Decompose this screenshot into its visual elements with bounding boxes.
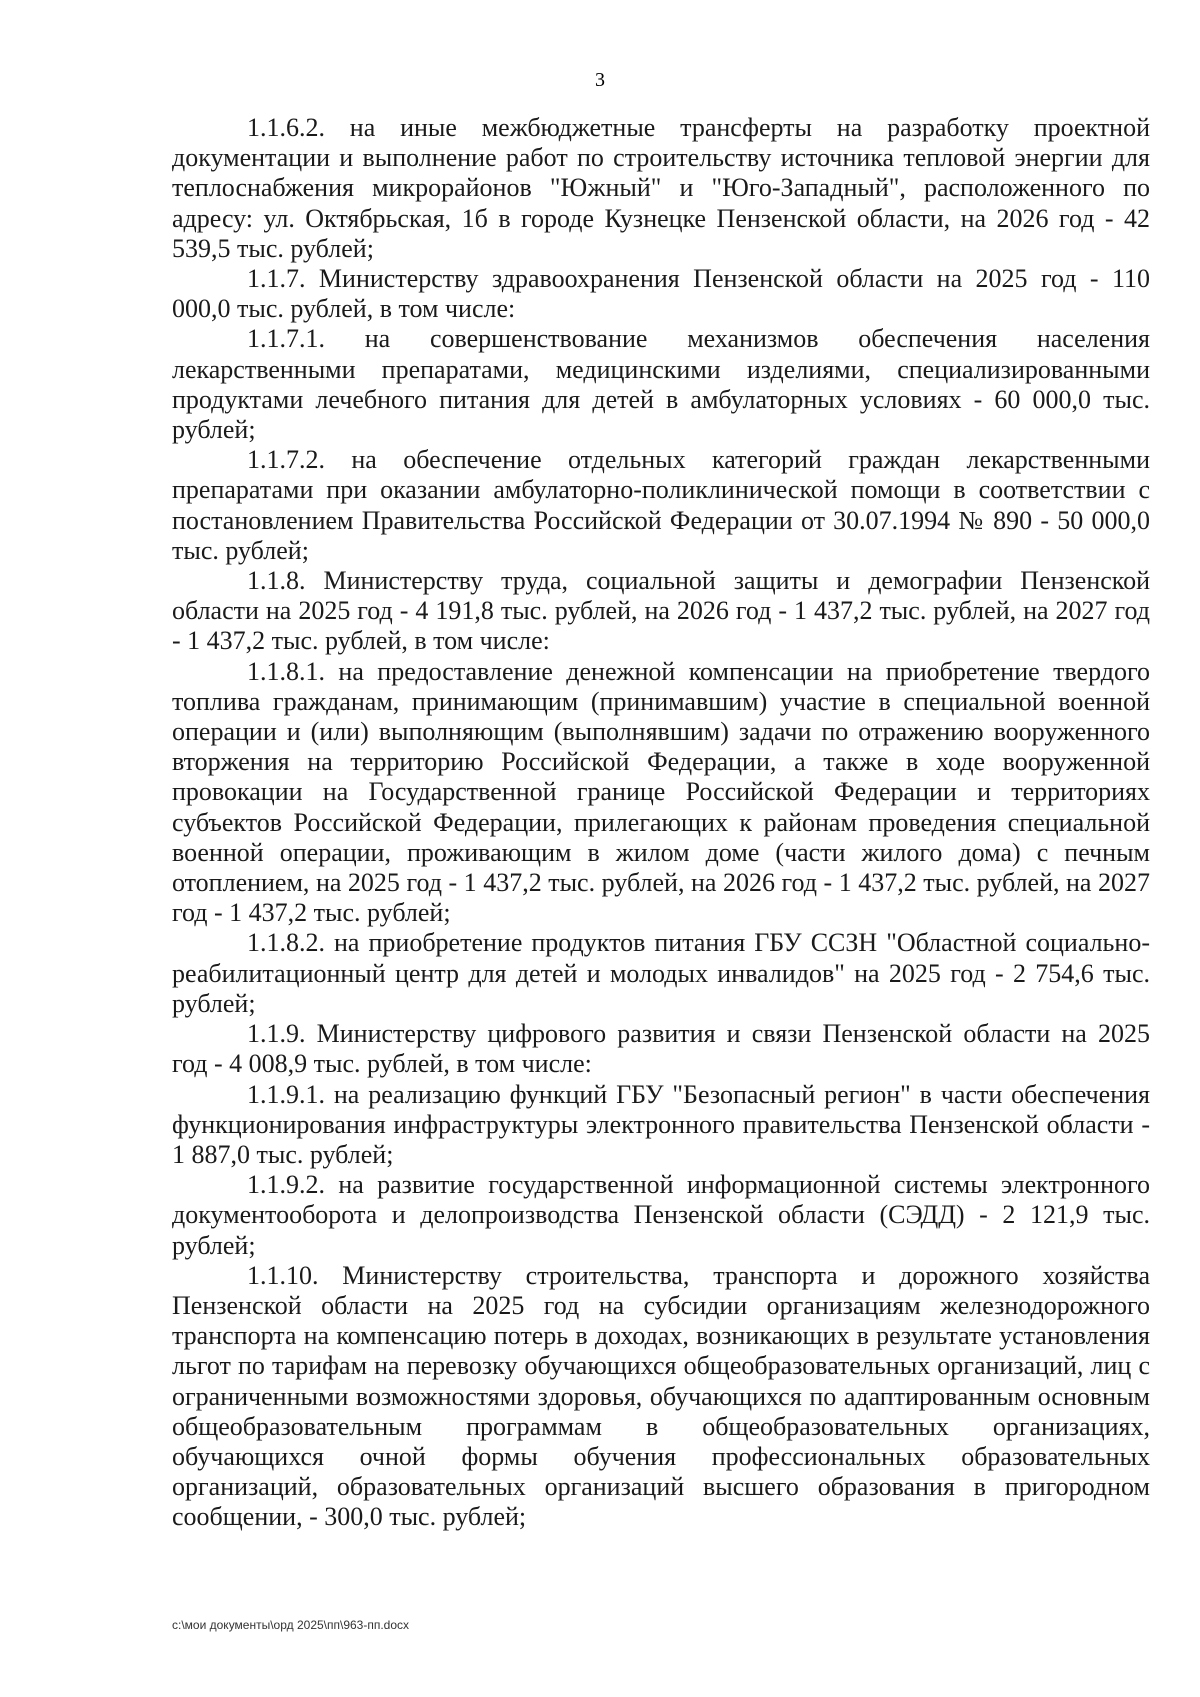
paragraph-1-1-10: 1.1.10. Министерству строительства, транспорта и дорожного хозяйства Пензенской области на 2025 год на субсидии организациям железнодорожного транспорта на компенсацию потерь в доходах, возникающих в результате установления льгот по тарифам на перевозку обучающихся общеобразовательных организаций, лиц с ограниченными возможностями здоровья, обучающихся по адаптированным основным общеобразовательным программам в общеобразовательных организациях, обучающихся очной формы обучения профессиональных образовательных организаций, образовательных организаций высшего образования в пригородном сообщении, - 300,0 тыс. рублей; (172, 1260, 1150, 1532)
footer-file-path: c:\мои документы\орд 2025\пп\963-пп.docx (172, 1618, 410, 1632)
paragraph-1-1-7-1: 1.1.7.1. на совершенствование механизмов обеспечения населения лекарственными препаратами, медицинскими изделиями, специализированными продуктами лечебного питания для детей в амбулаторных условиях - 60 000,0 тыс. рублей; (172, 324, 1150, 445)
paragraph-1-1-9-2: 1.1.9.2. на развитие государственной информационной системы электронного документооборота и делопроизводства Пензенской области (СЭДД) - 2 121,9 тыс. рублей; (172, 1170, 1150, 1260)
paragraph-1-1-7-2: 1.1.7.2. на обеспечение отдельных категорий граждан лекарственными препаратами при оказании амбулаторно-поликлинической помощи в соответствии с постановлением Правительства Российской Федерации от 30.07.1994 № 890 - 50 000,0 тыс. рублей; (172, 445, 1150, 565)
document-body (172, 113, 1150, 1533)
paragraph-1-1-6-2: 1.1.6.2. на иные межбюджетные трансферты на разработку проектной документации и выполнение работ по строительству источника тепловой энергии для теплоснабжения микрорайонов "Южный" и "Юго-Западный", расположенного по адресу: ул. Октябрьская, 1б в городе Кузнецке Пензенской области, на 2026 год - 42 539,5 тыс. рублей; (172, 113, 1150, 263)
paragraph-1-1-8: 1.1.8. Министерству труда, социальной защиты и демографии Пензенской области на 2025 год - 4 191,8 тыс. рублей, на 2026 год - 1 437,2 тыс. рублей, на 2027 год - 1 437,2 тыс. рублей, в том числе: (172, 566, 1150, 656)
paragraph-1-1-8-2: 1.1.8.2. на приобретение продуктов питания ГБУ ССЗН "Областной социально-реабилитационный центр для детей и молодых инвалидов" на 2025 год - 2 754,6 тыс. рублей; (172, 928, 1150, 1018)
page-number: 3 (595, 69, 605, 91)
paragraph-1-1-9: 1.1.9. Министерству цифрового развития и связи Пензенской области на 2025 год - 4 008,9 тыс. рублей, в том числе: (172, 1019, 1150, 1079)
paragraph-1-1-7: 1.1.7. Министерству здравоохранения Пензенской области на 2025 год - 110 000,0 тыс. рублей, в том числе: (172, 264, 1150, 324)
paragraph-1-1-8-1: 1.1.8.1. на предоставление денежной компенсации на приобретение твердого топлива гражданам, принимающим (принимавшим) участие в специальной военной операции и (или) выполняющим (выполнявшим) задачи по отражению вооруженного вторжения на территорию Российской Федерации, а также в ходе вооруженной провокации на Государственной границе Российской Федерации и территориях субъектов Российской Федерации, прилегающих к районам проведения специальной военной операции, проживающим в жилом доме (части жилого дома) с печным отоплением, на 2025 год - 1 437,2 тыс. рублей, на 2026 год - 1 437,2 тыс. рублей, на 2027 год - 1 437,2 тыс. рублей; (172, 656, 1150, 928)
paragraph-1-1-9-1: 1.1.9.1. на реализацию функций ГБУ "Безопасный регион" в части обеспечения функционирования инфраструктуры электронного правительства Пензенской области - 1 887,0 тыс. рублей; (172, 1079, 1150, 1169)
